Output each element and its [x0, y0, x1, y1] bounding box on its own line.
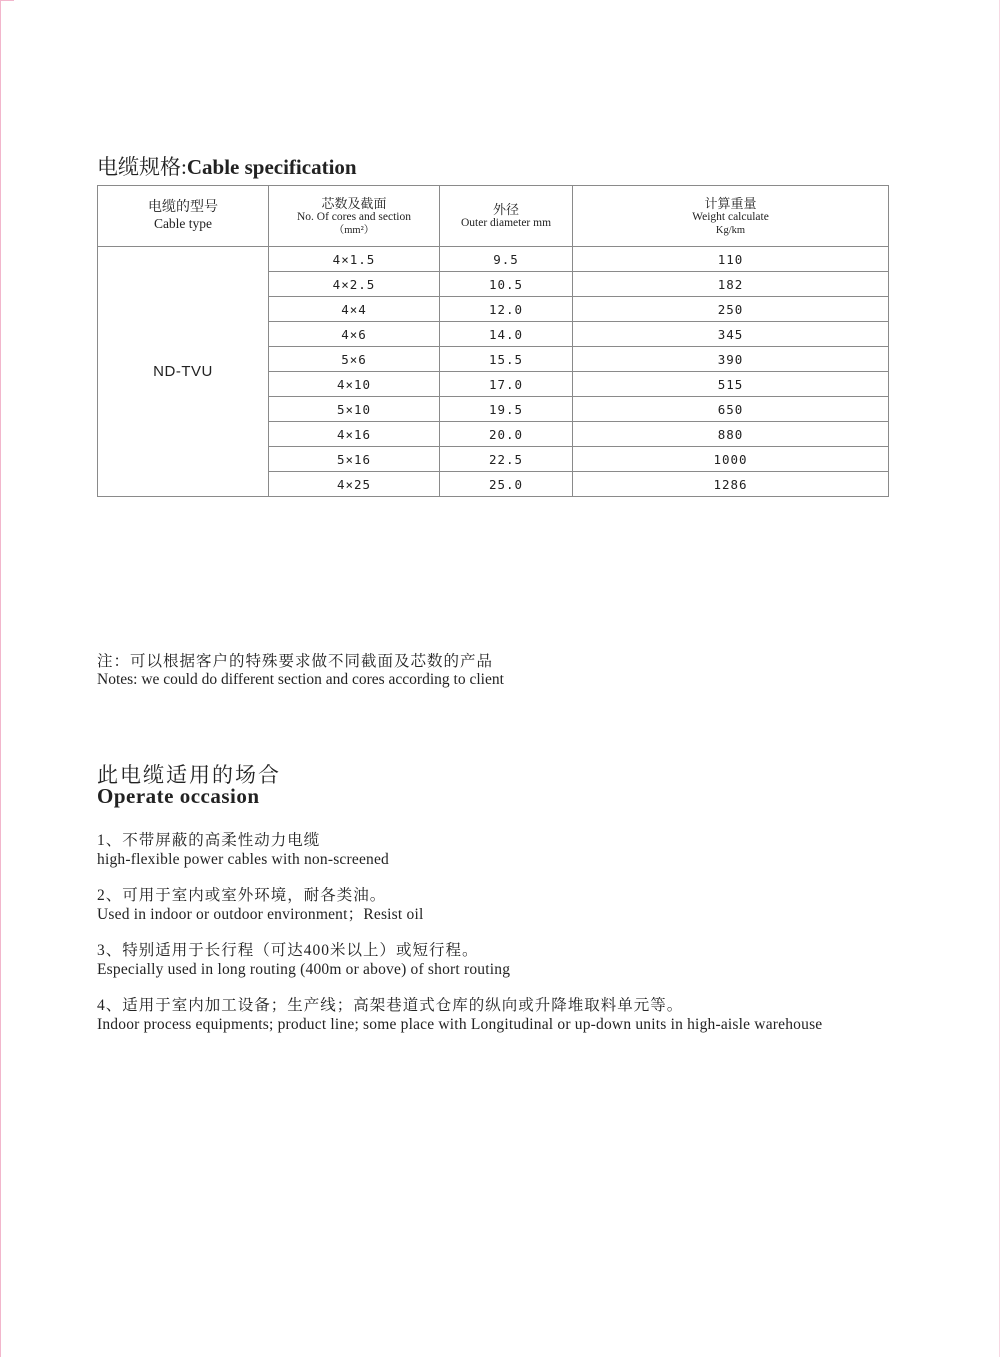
table-row [98, 247, 889, 272]
weight-cell: 515 [573, 372, 889, 397]
cores-cell: 4×2.5 [269, 272, 440, 297]
cores-cell: 4×1.5 [269, 247, 440, 272]
diameter-cell: 9.5 [440, 247, 573, 272]
diameter-cell: 25.0 [440, 472, 573, 497]
notes-cn: 注：可以根据客户的特殊要求做不同截面及芯数的产品 [97, 653, 494, 670]
diameter-cell: 20.0 [440, 422, 573, 447]
occasion-item-en: high-flexible power cables with non-screened [97, 851, 390, 868]
diameter-cell: 10.5 [440, 272, 573, 297]
weight-cell: 110 [573, 247, 889, 272]
spec-title-en: Cable specification [186, 155, 357, 179]
cores-cell: 5×16 [269, 447, 440, 472]
header-diameter-cn: 外径 [492, 202, 519, 217]
occasion-item-cn: 2、可用于室内或室外环境，耐各类油。 [97, 887, 387, 904]
header-cable-type-cn: 电缆的型号 [148, 200, 218, 215]
header-cable-type [98, 186, 269, 247]
spec-title-cn: 电缆规格: [97, 155, 187, 179]
occasion-item [97, 831, 822, 886]
weight-cell: 1286 [573, 472, 889, 497]
diameter-cell: 22.5 [440, 447, 573, 472]
table-header-row [98, 186, 889, 247]
diameter-cell: 19.5 [440, 397, 573, 422]
occasion-title-en: Operate occasion [97, 784, 260, 808]
header-diameter-en: Outer diameter mm [460, 217, 552, 229]
diameter-cell: 15.5 [440, 347, 573, 372]
cores-cell: 5×6 [269, 347, 440, 372]
diameter-cell: 17.0 [440, 372, 573, 397]
occasion-item [97, 886, 822, 941]
occasion-item-en: Used in indoor or outdoor environment；Resist oil [97, 906, 424, 923]
header-cores-unit: （mm²） [333, 224, 375, 236]
page-edge-left [0, 0, 1, 1357]
occasion-item [97, 941, 822, 996]
occasion-item-cn: 3、特别适用于长行程（可达400米以上）或短行程。 [97, 942, 479, 959]
header-outer-diameter [440, 186, 573, 247]
cores-cell: 5×10 [269, 397, 440, 422]
spec-section-title [97, 151, 357, 181]
occasion-item-en: Especially used in long routing (400m or above) of short routing [97, 961, 511, 978]
weight-cell: 250 [573, 297, 889, 322]
occasion-item-cn: 1、不带屏蔽的高柔性动力电缆 [97, 832, 321, 849]
cores-cell: 4×6 [269, 322, 440, 347]
cores-cell: 4×10 [269, 372, 440, 397]
cable-spec-table [97, 185, 889, 497]
diameter-cell: 14.0 [440, 322, 573, 347]
cores-cell: 4×16 [269, 422, 440, 447]
header-cable-type-en: Cable type [153, 216, 213, 231]
weight-cell: 182 [573, 272, 889, 297]
notes-en: Notes: we could do different section and cores according to client [97, 671, 504, 688]
occasion-item [97, 996, 822, 1051]
page-edge-top [0, 0, 14, 1]
header-weight-cn: 计算重量 [704, 195, 757, 211]
occasion-item-cn: 4、适用于室内加工设备；生产线；高架巷道式仓库的纵向或升降堆取料单元等。 [97, 997, 684, 1014]
header-cores-en: No. Of cores and section [296, 210, 411, 223]
header-weight-unit: Kg/km [715, 224, 746, 236]
cores-cell: 4×4 [269, 297, 440, 322]
occasion-title-cn: 此电缆适用的场合 [97, 763, 281, 787]
header-cores-section [269, 186, 440, 247]
notes-block [97, 653, 504, 689]
occasion-item-en: Indoor process equipments; product line; some place with Longitudinal or up-down units in high-aisle warehouse [97, 1016, 823, 1033]
cable-type-cell: ND-TVU [98, 247, 269, 497]
diameter-cell: 12.0 [440, 297, 573, 322]
header-weight [573, 186, 889, 247]
cores-cell: 4×25 [269, 472, 440, 497]
header-weight-en: Weight calculate [692, 210, 769, 223]
weight-cell: 880 [573, 422, 889, 447]
header-cores-cn: 芯数及截面 [321, 195, 387, 211]
weight-cell: 1000 [573, 447, 889, 472]
weight-cell: 390 [573, 347, 889, 372]
weight-cell: 650 [573, 397, 889, 422]
weight-cell: 345 [573, 322, 889, 347]
occasion-list [97, 831, 822, 1051]
